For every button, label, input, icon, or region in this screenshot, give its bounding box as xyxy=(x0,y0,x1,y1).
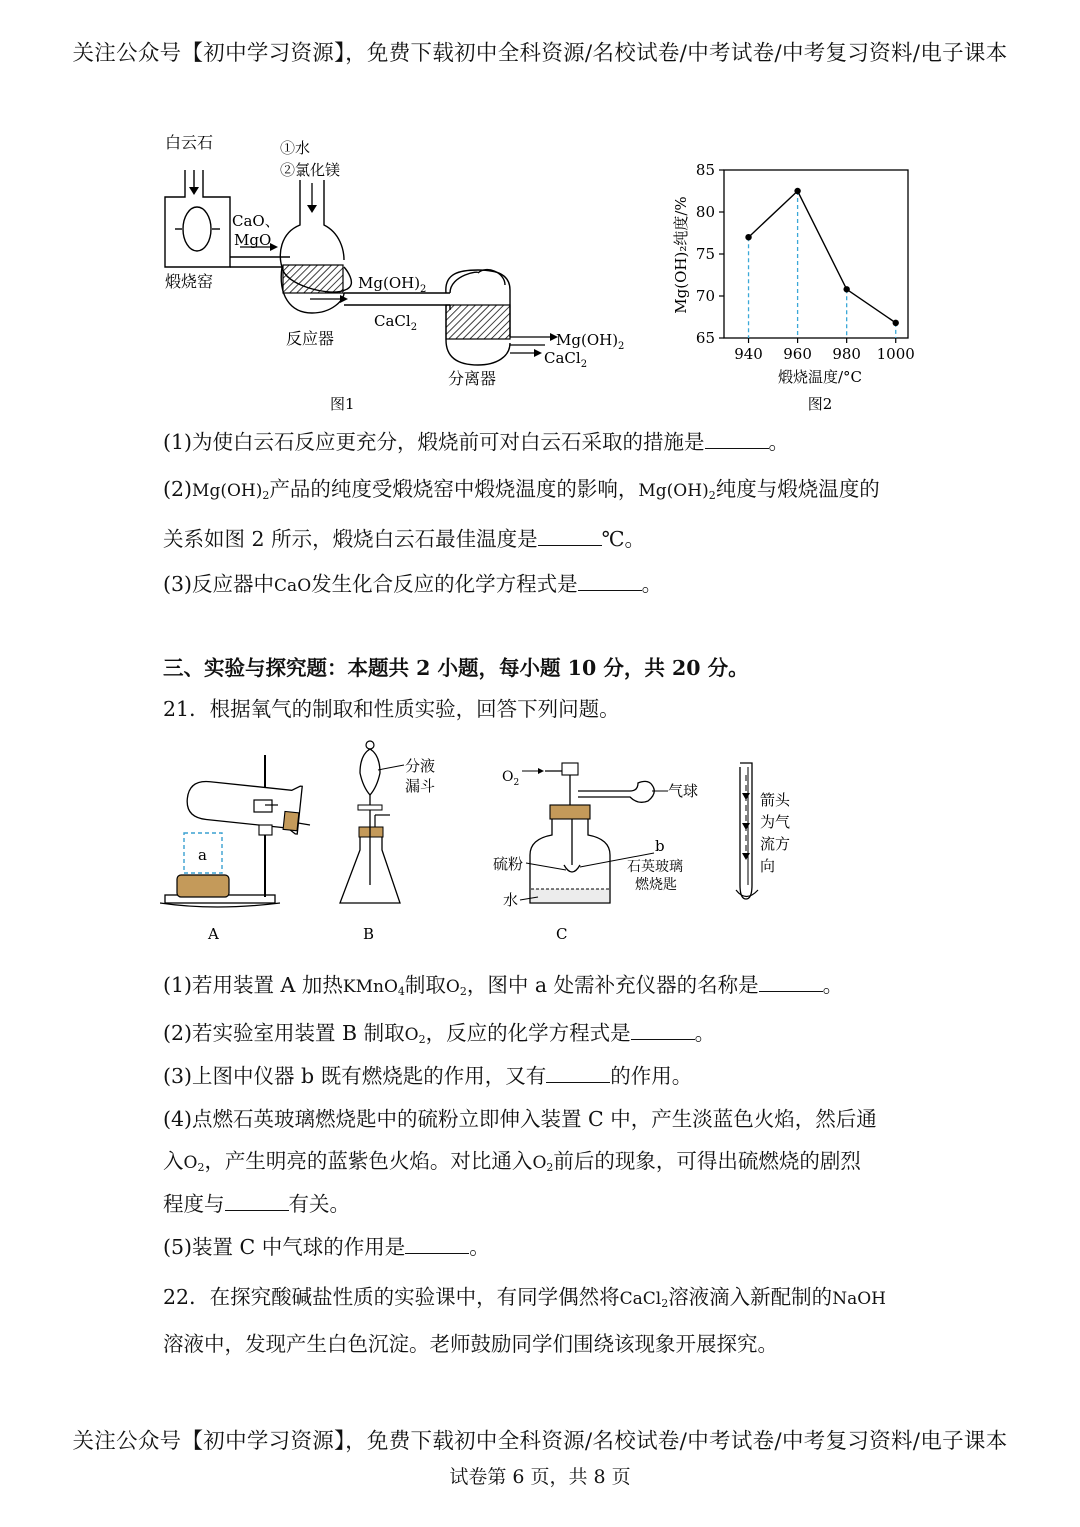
q21-part3: (3)上图中仪器 b 既有燃烧匙的作用，又有 的作用。 xyxy=(163,1064,693,1088)
q21-part4-cont: 入$O_2$，产生明亮的蓝紫色火焰。对比通入$O_2$前后的现象，可得出硫燃烧的剧烈 xyxy=(163,1149,861,1174)
apparatus-b xyxy=(340,741,435,943)
spoon-label-1: 石英玻璃 xyxy=(627,859,683,875)
section-3-heading: 三、实验与探究题：本题共 2 小题，每小题 10 分，共 20 分。 xyxy=(163,656,749,680)
q21-part4: (4)点燃石英玻璃燃烧匙中的硫粉立即伸入装置 C 中，产生淡蓝色火焰，然后通 xyxy=(163,1107,877,1131)
kiln-box xyxy=(165,170,230,267)
spoon-label-2: 燃烧匙 xyxy=(635,877,677,893)
o2-inlet-label: $O_2$ xyxy=(502,769,520,788)
figure-2-chart xyxy=(660,150,930,425)
sulfur-label: 硫粉 xyxy=(493,855,524,873)
figure-1-caption: 图1 xyxy=(330,395,355,413)
mgo-label: MgO xyxy=(234,231,272,249)
x-tick-label: 980 xyxy=(832,345,861,363)
separator-label: 分离器 xyxy=(448,369,497,388)
arrow-label-3: 流方 xyxy=(760,835,791,853)
answer-blank[interactable] xyxy=(705,430,769,449)
q22-line1: 22．在探究酸碱盐性质的实验课中，有同学偶然将CaCl$_2$溶液滴入新配制的NaOH xyxy=(163,1285,886,1310)
series-line xyxy=(749,191,896,323)
q21-part2: (2)若实验室用装置 B 制取$O_2$，反应的化学方程式是 。 xyxy=(163,1021,716,1046)
figure-1-process-diagram xyxy=(160,125,640,425)
answer-blank[interactable] xyxy=(225,1192,289,1211)
cacl2-label-2: CaCl$_2$ xyxy=(544,349,588,370)
data-point xyxy=(893,320,899,326)
reactor-hatched-zone xyxy=(283,265,343,293)
apparatus-c xyxy=(493,763,698,943)
q20-part1: (1)为使白云石反应更充分，煅烧前可对白云石采取的措施是 。 xyxy=(163,430,790,454)
answer-blank[interactable] xyxy=(759,973,823,992)
b-label: b xyxy=(655,837,665,855)
separatory-funnel xyxy=(360,749,380,795)
cacl2-label-1: CaCl$_2$ xyxy=(374,312,418,333)
answer-blank[interactable] xyxy=(405,1235,469,1254)
alcohol-lamp-base xyxy=(177,875,229,897)
balloon-label: 气球 xyxy=(668,782,699,800)
q20-part3: (3)反应器中CaO发生化合反应的化学方程式是 。 xyxy=(163,572,663,596)
x-tick-label: 1000 xyxy=(876,345,915,363)
top-banner: 关注公众号【初中学习资源】，免费下载初中全科资源/名校试卷/中考试卷/中考复习资料/电子课本 xyxy=(72,41,1008,66)
q21-part5: (5)装置 C 中气球的作用是 。 xyxy=(163,1235,490,1259)
combustion-spoon xyxy=(564,865,580,872)
x-tick-label: 940 xyxy=(734,345,763,363)
water-label: 水 xyxy=(503,891,519,909)
y-tick-label: 80 xyxy=(695,203,715,221)
bottom-banner: 关注公众号【初中学习资源】，免费下载初中全科资源/名校试卷/中考试卷/中考复习资料/电子课本 xyxy=(72,1429,1008,1454)
clamp xyxy=(254,800,272,812)
figure-2-caption: 图2 xyxy=(807,395,833,413)
answer-blank[interactable] xyxy=(538,527,602,546)
apparatus-figure xyxy=(160,735,800,945)
arrow-label-4: 向 xyxy=(760,857,776,875)
funnel-label-1: 分液 xyxy=(405,757,436,775)
arrow-label-1: 箭头 xyxy=(760,791,791,809)
cao-label: CaO、 xyxy=(232,212,280,230)
water-label: ①水 xyxy=(280,139,311,157)
x-tick-label: 960 xyxy=(783,345,812,363)
label-b-apparatus: B xyxy=(363,925,375,943)
spoon-detail xyxy=(736,763,791,899)
mgoh2-label-2: $Mg(OH)_2$ xyxy=(556,331,625,352)
q22-line2: 溶液中，发现产生白色沉淀。老师鼓励同学们围绕该现象开展探究。 xyxy=(163,1332,778,1356)
q21-stem: 21．根据氧气的制取和性质实验，回答下列问题。 xyxy=(163,697,620,721)
y-tick-label: 75 xyxy=(695,245,715,263)
data-point xyxy=(794,188,800,194)
y-tick-label: 65 xyxy=(695,329,715,347)
y-tick-label: 70 xyxy=(695,287,715,305)
dolomite-label: 白云石 xyxy=(165,133,214,152)
data-point xyxy=(843,286,849,292)
y-tick-label: 85 xyxy=(695,161,715,179)
label-c-apparatus: C xyxy=(556,925,568,943)
answer-blank[interactable] xyxy=(546,1064,610,1083)
answer-blank[interactable] xyxy=(631,1021,695,1040)
q21-part1: (1)若用装置 A 加热KMnO$_4$制取$O_2$，图中 a 处需补充仪器的名称是 。 xyxy=(163,973,844,998)
arrow-label-2: 为气 xyxy=(760,813,791,831)
apparatus-a xyxy=(160,755,310,943)
kiln-ellipse xyxy=(183,207,211,251)
svg-text:a: a xyxy=(198,846,207,864)
x-axis-title: 煅烧温度/°C xyxy=(777,368,863,386)
mgcl2-label: ②氯化镁 xyxy=(280,161,341,179)
balloon xyxy=(578,781,654,802)
page-footer: 试卷第 6 页，共 8 页 xyxy=(449,1466,631,1488)
label-a-apparatus: A xyxy=(208,925,219,943)
q20-part2: $(2)Mg(OH)_2$产品的纯度受煅烧窑中煅烧温度的影响，$Mg(OH)_2$纯度与煅烧温度的 xyxy=(163,477,880,502)
answer-blank[interactable] xyxy=(578,572,642,591)
reactor-label: 反应器 xyxy=(286,329,335,348)
q21-part4-end: 程度与 有关。 xyxy=(163,1192,350,1216)
q20-part2-cont: 关系如图 2 所示，煅烧白云石最佳温度是 ℃。 xyxy=(163,527,646,551)
kiln-label: 煅烧窑 xyxy=(165,272,214,291)
y-axis-title: Mg(OH)₂纯度/% xyxy=(672,196,690,314)
mgoh2-label-1: $Mg(OH)_2$ xyxy=(358,274,427,295)
funnel-label-2: 漏斗 xyxy=(405,777,436,795)
data-point xyxy=(745,234,751,240)
separator-hatched-zone xyxy=(446,305,510,339)
